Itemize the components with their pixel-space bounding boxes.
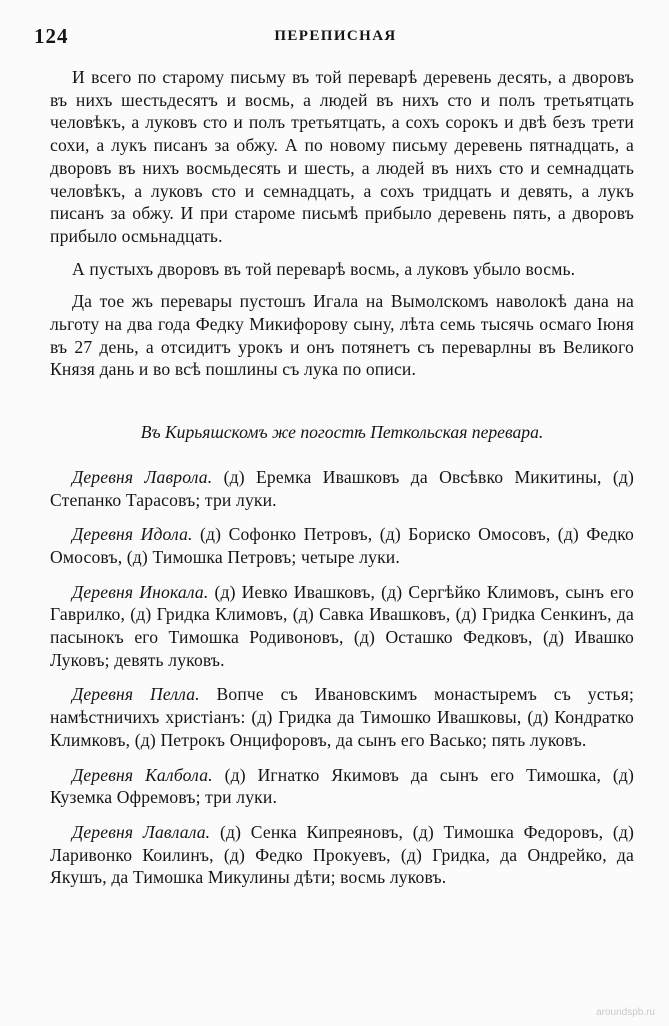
village-name: Деревня Пелла.: [72, 684, 200, 705]
village-name: Деревня Калбола.: [72, 764, 213, 785]
village-entry: [50, 523, 634, 568]
paragraph-empty-yards: А пустыхъ дворовъ въ той переварѣ восмь, а луковъ убыло восмь.: [72, 258, 576, 279]
village-entry: [50, 466, 634, 511]
village-entry: [50, 683, 634, 751]
village-entry: [50, 581, 634, 672]
running-head: ПЕРЕПИСНАЯ: [274, 28, 397, 44]
paragraph-totals: И всего по старому письму въ той переварѣ деревень десять, а дворовъ въ нихъ шестьдесятъ и восмь, а людей въ нихъ сто и полъ третьятцать человѣкъ, а луковъ сто и полъ третьятцать, а сохъ сорокъ и двѣ безъ трети сохи, а лукъ писанъ за обжу. А по новому письму деревень пятнадцать, а дворовъ въ нихъ восмьдесять и шесть, а людей въ нихъ сто и семнадцать человѣкъ, а луковъ сто и семнадцать, а сохъ тридцать и девять, а лукъ писанъ за обжу. И при староме письмѣ прибыло деревень пять, а дворовъ прибыло осмьнадцать.: [50, 67, 634, 246]
village-name: Деревня Лавлала.: [72, 821, 211, 842]
village-households: (д) Сенка Кипреяновъ, (д) Тимошка Федоровъ, (д) Ларивонко Коилинъ, (д) Федко Прокуевъ, (д) Гридка, да Ондрейко, да Якушъ, да Тимошка Микулины дѣти; восмь луковъ.: [50, 821, 634, 888]
village-households: (д) Софонко Петровъ, (д) Бориско Омосовъ, (д) Федко Омосовъ, (д) Тимошка Петровъ; четыре луки.: [50, 524, 634, 567]
village-households: (д) Иевко Ивашковъ, (д) Сергѣйко Климовъ, сынъ его Гаврилко, (д) Гридка Климовъ, (д) Савка Ивашковъ, (д) Гридка Сенкинъ, да пасынокъ его Тимошка Родивоновъ, (д) Осташко Федковъ, (д) Ивашко Луковъ; девять луковъ.: [50, 581, 634, 670]
page-body: [50, 66, 634, 889]
village-name: Деревня Лаврола.: [72, 466, 213, 487]
village-name: Деревня Инокала.: [72, 581, 209, 602]
page-header: [34, 24, 637, 54]
paragraph-igala-wasteland: Да тое жъ перевары пустошъ Игала на Вымолскомъ наволокѣ дана на льготу на два года Федку Микифорову сыну, лѣта семь тысячь осмаго Іюня въ 27 день, а отсидитъ урокъ и онъ потянетъ съ переварлны въ Великого Князя дань и во всѣ пошлины съ лука по описи.: [50, 291, 634, 380]
village-entry: [50, 764, 634, 809]
village-entry: [50, 821, 634, 889]
watermark: aroundspb.ru: [596, 1007, 655, 1018]
village-name: Деревня Идола.: [72, 524, 193, 545]
section-title: Въ Кирьяшскомъ же погостѣ Петкольская перевара.: [140, 422, 544, 443]
village-households: (д) Игнатко Якимовъ да сынъ его Тимошка, (д) Куземка Офремовъ; три луки.: [50, 764, 634, 808]
page-number: 124: [34, 24, 69, 48]
village-households: Вопче съ Ивановскимъ монастыремъ съ устья; намѣстничихъ христіанъ: (д) Гридка да Тимошко Ивашковы, (д) Кондратко Климковъ, (д) Петрокъ Онцифоровъ, да сынъ его Васько; пять луковъ.: [50, 684, 634, 750]
village-households: (д) Еремка Ивашковъ да Овсѣвко Микитины, (д) Степанко Тарасовъ; три луки.: [50, 466, 634, 510]
